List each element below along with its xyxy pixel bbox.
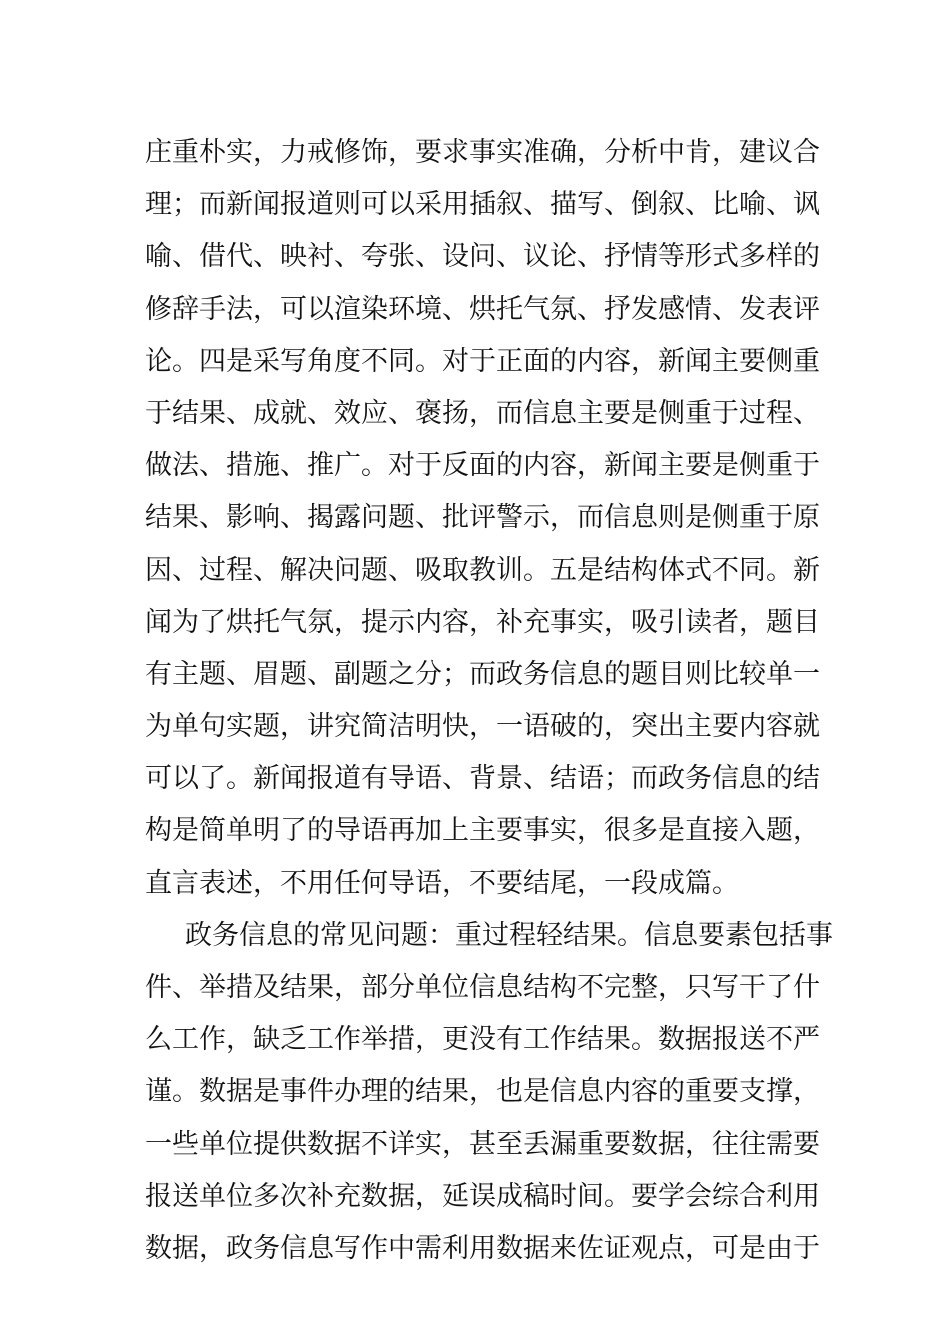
text-line: 做法、措施、推广。对于反面的内容，新闻主要是侧重于 [145,450,820,482]
text-line: 报送单位多次补充数据，延误成稿时间。要学会综合利用 [145,1180,820,1212]
text-line: 构是简单明了的导语再加上主要事实，很多是直接入题， [145,815,820,847]
text-line: 一些单位提供数据不详实，甚至丢漏重要数据，往往需要 [145,1128,820,1160]
text-line: 为单句实题，讲究简洁明快，一语破的，突出主要内容就 [145,711,820,743]
text-line: 谨。数据是事件办理的结果，也是信息内容的重要支撑， [145,1076,820,1108]
text-line: 理；而新闻报道则可以采用插叙、描写、倒叙、比喻、讽 [145,189,820,221]
paragraph-1 [145,127,820,910]
text-line: 闻为了烘托气氛，提示内容，补充事实，吸引读者，题目 [145,606,820,638]
text-line: 可以了。新闻报道有导语、背景、结语；而政务信息的结 [145,763,820,795]
text-line: 于结果、成就、效应、褒扬，而信息主要是侧重于过程、 [145,397,820,429]
text-line: 件、举措及结果，部分单位信息结构不完整，只写干了什 [145,972,820,1003]
text-line: 数据，政务信息写作中需利用数据来佐证观点，可是由于 [145,1232,820,1264]
paragraph-2 [145,910,833,1275]
text-line: 政务信息的常见问题：重过程轻结果。信息要素包括事 [185,919,833,951]
text-line: 修辞手法，可以渲染环境、烘托气氛、抒发感情、发表评 [145,293,820,325]
text-line: 庄重朴实，力戒修饰，要求事实准确，分析中肯，建议合 [145,137,820,168]
text-line: 么工作，缺乏工作举措，更没有工作结果。数据报送不严 [145,1024,820,1056]
text-line: 论。四是采写角度不同。对于正面的内容，新闻主要侧重 [145,345,820,377]
text-line: 喻、借代、映衬、夸张、设问、议论、抒情等形式多样的 [145,241,820,273]
text-line: 有主题、眉题、副题之分；而政务信息的题目则比较单一 [145,658,820,690]
document-body [145,127,833,1275]
text-line: 直言表述，不用任何导语，不要结尾，一段成篇。 [145,867,739,899]
text-line: 因、过程、解决问题、吸取教训。五是结构体式不同。新 [145,554,820,586]
text-line: 结果、影响、揭露问题、批评警示，而信息则是侧重于原 [145,502,820,534]
